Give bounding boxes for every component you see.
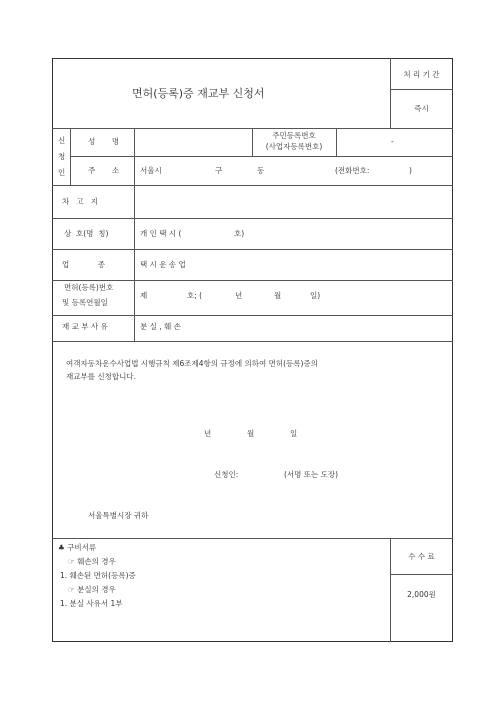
license-label: 면허(등록)번호 — [64, 283, 114, 292]
date-month: 월 — [247, 429, 255, 438]
col-line — [134, 128, 135, 341]
address-gu: 구 — [215, 166, 223, 175]
applicant-group-label: 인 — [58, 168, 66, 177]
name-label: 성 명 — [88, 137, 120, 146]
row-line — [52, 280, 453, 281]
row-line — [52, 218, 453, 219]
reason-label: 재 교 부 사 유 — [62, 322, 108, 331]
license-year: 년 — [235, 291, 243, 300]
header-divider — [390, 58, 391, 128]
row-line — [52, 185, 453, 186]
license-no-suffix: 호; ( — [187, 291, 203, 300]
id-value: - — [391, 137, 394, 146]
license-month: 월 — [274, 291, 282, 300]
statement-text: 여객자동차운수사업법 시행규칙 제6조제4항의 규정에 의하여 면허(등록)증의 — [66, 359, 318, 368]
license-day: 일) — [310, 291, 321, 300]
row-line — [52, 315, 453, 316]
processing-period-label: 처 리 기 간 — [403, 70, 440, 79]
fee-label: 수 수 료 — [408, 552, 435, 561]
col-line — [336, 128, 337, 156]
case-loss: ☞ 분실의 경우 — [68, 585, 116, 594]
case-damage: ☞ 훼손의 경우 — [68, 557, 116, 566]
garage-label: 차 고 지 — [62, 197, 99, 206]
loss-item: 1. 분실 사유서 1부 — [60, 599, 123, 608]
address-label: 주 소 — [88, 166, 120, 175]
row-line — [52, 249, 453, 250]
sign-hint: (서명 또는 도장) — [284, 470, 339, 479]
trade-name-label: 상 호(명 칭) — [64, 229, 109, 238]
fee-value: 2,000원 — [407, 590, 436, 599]
damage-item: 1. 훼손된 면허(등록)증 — [60, 571, 136, 580]
business-value: 택 시 운 송 업 — [140, 260, 186, 269]
phone-close: ) — [409, 166, 412, 175]
license-no-prefix: 제 — [140, 291, 148, 300]
row-line — [52, 538, 453, 539]
processing-period-value: 즉시 — [414, 104, 429, 113]
phone-label: (전화번호: — [335, 166, 370, 175]
fee-divider — [390, 574, 453, 575]
applicant-group-label: 청 — [58, 152, 66, 161]
reason-value: 분 실 , 훼 손 — [140, 322, 181, 331]
id-label-alt: (사업자등록번호) — [265, 142, 323, 151]
col-line — [70, 128, 71, 185]
trade-name-suffix: 호) — [234, 229, 245, 238]
documents-heading: ♣ 구비서류 — [58, 543, 97, 552]
processing-divider — [390, 89, 453, 90]
date-year: 년 — [204, 429, 212, 438]
license-label-date: 및 등록연월일 — [62, 298, 108, 307]
form-title: 면허(등록)증 재교부 신청서 — [132, 87, 265, 100]
row-line — [70, 156, 453, 157]
applicant-group-label: 신 — [58, 136, 66, 145]
statement-text-cont: 재교부를 신청합니다. — [66, 372, 136, 381]
row-line — [52, 341, 453, 342]
application-form — [52, 58, 453, 642]
business-label: 업 종 — [62, 260, 106, 269]
date-day: 일 — [290, 429, 298, 438]
trade-name-value: 개 인 택 시 ( — [140, 229, 182, 238]
id-label: 주민등록번호 — [272, 131, 316, 140]
addressee: 서울특별시장 귀하 — [88, 511, 149, 520]
applicant-sign-label: 신청인: — [214, 470, 239, 479]
address-city: 서울시 — [140, 166, 162, 175]
address-dong: 동 — [257, 166, 265, 175]
